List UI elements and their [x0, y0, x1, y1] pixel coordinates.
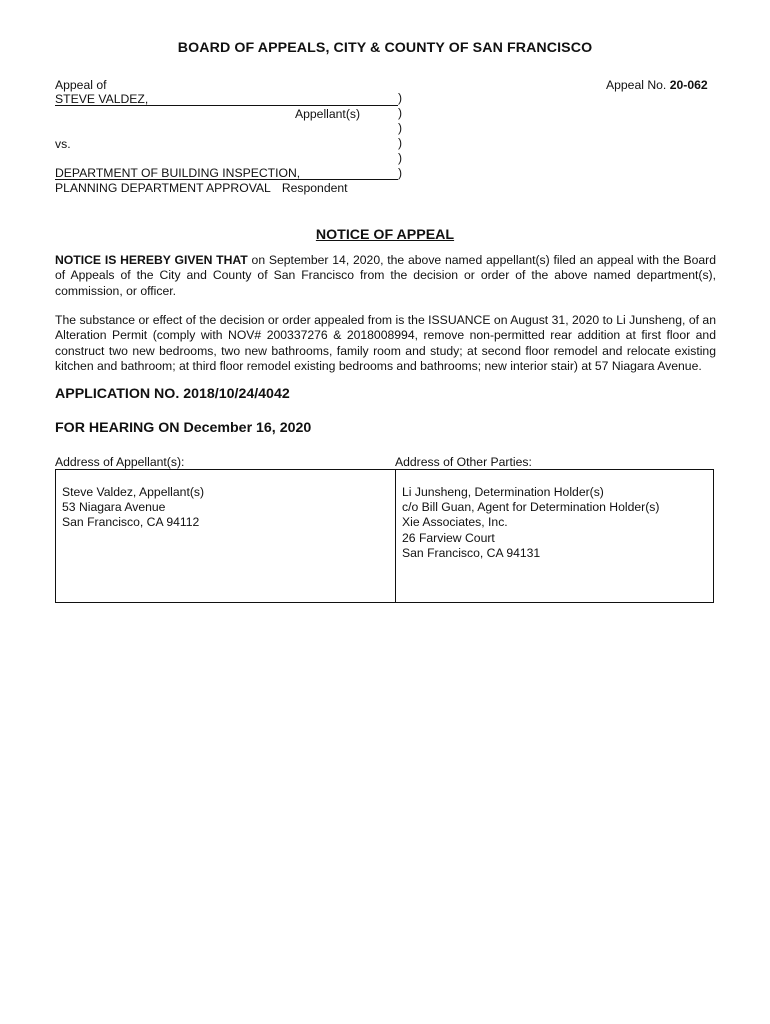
notice-paragraph-1-text: on September 14, 2020, the above named appellant(s) filed an appeal with the Board of Appeals of the City and County of San Francisco from the decision or order of the above named department(s), commission, or officer.	[55, 253, 717, 298]
respondent-name-line1: DEPARTMENT OF BUILDING INSPECTION,	[55, 166, 301, 180]
respondent-label: Respondent	[281, 181, 348, 195]
appeal-number-value: 20-062	[669, 78, 708, 92]
address-line: c/o Bill Guan, Agent for Determination Holder(s)	[402, 500, 660, 515]
address-line: San Francisco, CA 94112	[62, 515, 200, 530]
respondent-line	[55, 166, 398, 180]
board-title: BOARD OF APPEALS, CITY & COUNTY OF SAN FRANCISCO	[177, 40, 593, 56]
appellant-address-header: Address of Appellant(s):	[55, 455, 185, 469]
appellant-label: Appellant(s)	[295, 107, 361, 121]
other-parties-address-header: Address of Other Parties:	[395, 455, 532, 469]
application-number: APPLICATION NO. 2018/10/24/4042	[55, 386, 290, 402]
appellant-name: STEVE VALDEZ,	[55, 92, 149, 106]
respondent-name-line2: PLANNING DEPARTMENT APPROVAL Respondent	[55, 181, 348, 195]
address-table-divider	[395, 470, 396, 602]
address-line: Xie Associates, Inc.	[402, 515, 508, 530]
appeal-of-label: Appeal of	[55, 78, 107, 92]
notice-lead: NOTICE IS HEREBY GIVEN THAT	[55, 253, 248, 267]
address-line: San Francisco, CA 94131	[402, 545, 541, 560]
address-line: 26 Farview Court	[402, 530, 495, 545]
appellant-name-line	[55, 92, 398, 106]
address-line: 53 Niagara Avenue	[62, 500, 166, 515]
notice-title: NOTICE OF APPEAL	[315, 227, 455, 243]
appeal-number-label: Appeal No.	[606, 78, 667, 92]
address-line: Steve Valdez, Appellant(s)	[62, 485, 205, 499]
versus-label: vs.	[55, 137, 71, 151]
caption-parentheses: ) ) ) ) ) )	[398, 91, 403, 180]
hearing-date: FOR HEARING ON December 16, 2020	[55, 420, 312, 436]
other-parties-address	[402, 485, 659, 561]
address-table	[55, 469, 714, 603]
notice-paragraph-2: The substance or effect of the decision or order appealed from is the ISSUANCE on August 31, 2020 to Li Junsheng, of an Alteration Permit (comply with NOV# 200337276 & 2018008994, remove non-permitted rear addition at first floor and construct two new bedrooms, two new bathrooms, family room and study; at second floor remodel and relocate existing kitchen and bathroom; at third floor remodel existing bedrooms and bathrooms; new interior stair) at 57 Niagara Avenue.	[55, 313, 716, 373]
notice-paragraph-1	[55, 253, 716, 299]
address-line: Li Junsheng, Determination Holder(s)	[402, 485, 604, 499]
appeal-number	[606, 78, 708, 93]
appellant-address	[62, 485, 204, 531]
